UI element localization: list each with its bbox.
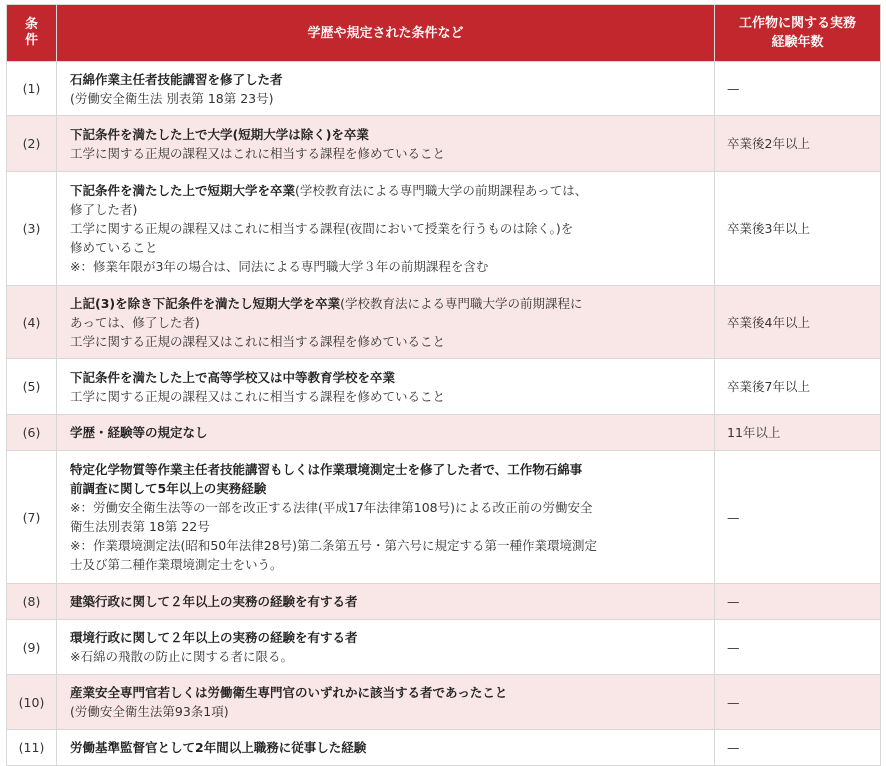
bold-text: 環境行政に関して２年以上の実務の経験を有する者	[70, 630, 358, 645]
bold-text: 上記(3)を除き下記条件を満たし短期大学を卒業	[70, 295, 341, 311]
condition-number: (4)	[7, 286, 57, 359]
description-line	[70, 423, 706, 442]
experience-years: 卒業後3年以上	[715, 172, 881, 286]
condition-number: (9)	[7, 620, 57, 675]
description-line	[70, 592, 706, 611]
condition-description	[57, 730, 715, 766]
bold-text: 学歴・経験等の規定なし	[70, 425, 208, 440]
description-line	[70, 368, 706, 387]
header-experience-years: 工作物に関する実務 経験年数	[715, 5, 881, 62]
normal-text: 工学に関する正規の課程又はこれに相当する課程を修めていること	[70, 145, 446, 161]
bold-text: 前調査に関して5年以上の実務経験	[70, 481, 267, 496]
normal-text: 工学に関する正規の課程又はこれに相当する課程を修めていること	[70, 388, 446, 404]
condition-description	[57, 675, 715, 730]
description-line	[70, 738, 706, 757]
description-line	[70, 683, 706, 702]
condition-number: (1)	[7, 62, 57, 116]
condition-description	[57, 620, 715, 675]
description-line	[70, 479, 706, 498]
condition-description	[57, 172, 715, 286]
condition-description	[57, 584, 715, 620]
bold-text: 下記条件を満たした上で大学(短期大学は除く)を卒業	[70, 126, 369, 142]
header-condition: 条 件	[7, 5, 57, 62]
description-line	[70, 70, 706, 89]
experience-years: —	[715, 620, 881, 675]
qualification-table	[6, 4, 881, 766]
condition-number: (7)	[7, 451, 57, 584]
description-line	[70, 313, 706, 332]
table-header-row	[7, 5, 881, 62]
table-row	[7, 116, 881, 172]
table-row	[7, 172, 881, 286]
normal-text: (労働安全衛生法第93条1項)	[70, 704, 229, 719]
normal-text: あっては、修了した者)	[70, 314, 200, 330]
header-requirements: 学歴や規定された条件など	[57, 5, 715, 62]
table-row	[7, 730, 881, 766]
experience-years: —	[715, 451, 881, 584]
condition-description	[57, 451, 715, 584]
description-line	[70, 125, 706, 144]
experience-years: —	[715, 730, 881, 766]
normal-text: (労働安全衛生法 別表第 18第 23号)	[70, 90, 274, 106]
experience-years: 11年以上	[715, 415, 881, 451]
table-row	[7, 451, 881, 584]
normal-text: ※：労働安全衛生法等の一部を改正する法律(平成17年法律第108号)による改正前の労働安全	[70, 500, 593, 515]
experience-years: —	[715, 584, 881, 620]
condition-description	[57, 286, 715, 359]
bold-text: 労働基準監督官として2年間以上職務に従事した経験	[70, 740, 367, 755]
condition-description	[57, 415, 715, 451]
experience-years: 卒業後4年以上	[715, 286, 881, 359]
bold-text: 建築行政に関して２年以上の実務の経験を有する者	[70, 594, 358, 609]
condition-description	[57, 62, 715, 116]
normal-text: ※石綿の飛散の防止に関する者に限る。	[70, 649, 293, 664]
condition-number: (6)	[7, 415, 57, 451]
table-body	[7, 62, 881, 766]
description-line	[70, 647, 706, 666]
normal-text: 修了した者)	[70, 202, 138, 217]
description-line	[70, 628, 706, 647]
bold-text: 下記条件を満たした上で短期大学を卒業	[70, 183, 296, 198]
table-row	[7, 620, 881, 675]
bold-text: 下記条件を満たした上で高等学校又は中等教育学校を卒業	[70, 369, 396, 385]
normal-text: 修めていること	[70, 240, 158, 255]
experience-years: 卒業後7年以上	[715, 359, 881, 415]
normal-text: (学校教育法による専門職大学の前期課程あっては、	[295, 183, 588, 198]
description-line	[70, 238, 706, 257]
description-line	[70, 89, 706, 108]
description-line	[70, 517, 706, 536]
description-line	[70, 387, 706, 406]
condition-number: (8)	[7, 584, 57, 620]
bold-text: 産業安全専門官若しくは労働衛生専門官のいずれかに該当する者であったこと	[70, 685, 508, 700]
table-row	[7, 584, 881, 620]
experience-years: —	[715, 62, 881, 116]
condition-number: (3)	[7, 172, 57, 286]
description-line	[70, 294, 706, 313]
description-line	[70, 498, 706, 517]
condition-number: (11)	[7, 730, 57, 766]
bold-text: 特定化学物質等作業主任者技能講習もしくは作業環境測定士を修了した者で、工作物石綿事	[70, 462, 583, 477]
description-line	[70, 555, 706, 574]
normal-text: 工学に関する正規の課程又はこれに相当する課程(夜間において授業を行うものは除く。)を	[70, 221, 574, 236]
description-line	[70, 702, 706, 721]
experience-years: 卒業後2年以上	[715, 116, 881, 172]
description-line	[70, 536, 706, 555]
description-line	[70, 460, 706, 479]
description-line	[70, 200, 706, 219]
description-line	[70, 181, 706, 200]
normal-text: 工学に関する正規の課程又はこれに相当する課程を修めていること	[70, 333, 446, 349]
normal-text: (学校教育法による専門職大学の前期課程に	[340, 295, 583, 311]
experience-years: —	[715, 675, 881, 730]
normal-text: ※：作業環境測定法(昭和50年法律28号)第二条第五号・第六号に規定する第一種作業環境測定	[70, 538, 598, 553]
table-row	[7, 675, 881, 730]
normal-text: 衛生法別表第 18第 22号	[70, 519, 210, 534]
condition-description	[57, 116, 715, 172]
condition-number: (2)	[7, 116, 57, 172]
description-line	[70, 219, 706, 238]
bold-text: 石綿作業主任者技能講習を修了した者	[70, 71, 283, 87]
normal-text: ※：修業年限が3年の場合は、同法による専門職大学３年の前期課程を含む	[70, 259, 489, 274]
condition-description	[57, 359, 715, 415]
description-line	[70, 144, 706, 163]
description-line	[70, 257, 706, 276]
description-line	[70, 332, 706, 351]
condition-number: (5)	[7, 359, 57, 415]
table-row	[7, 359, 881, 415]
table-row	[7, 415, 881, 451]
table-row	[7, 286, 881, 359]
table-row	[7, 62, 881, 116]
normal-text: 士及び第二種作業環境測定士をいう。	[70, 557, 283, 572]
condition-number: (10)	[7, 675, 57, 730]
